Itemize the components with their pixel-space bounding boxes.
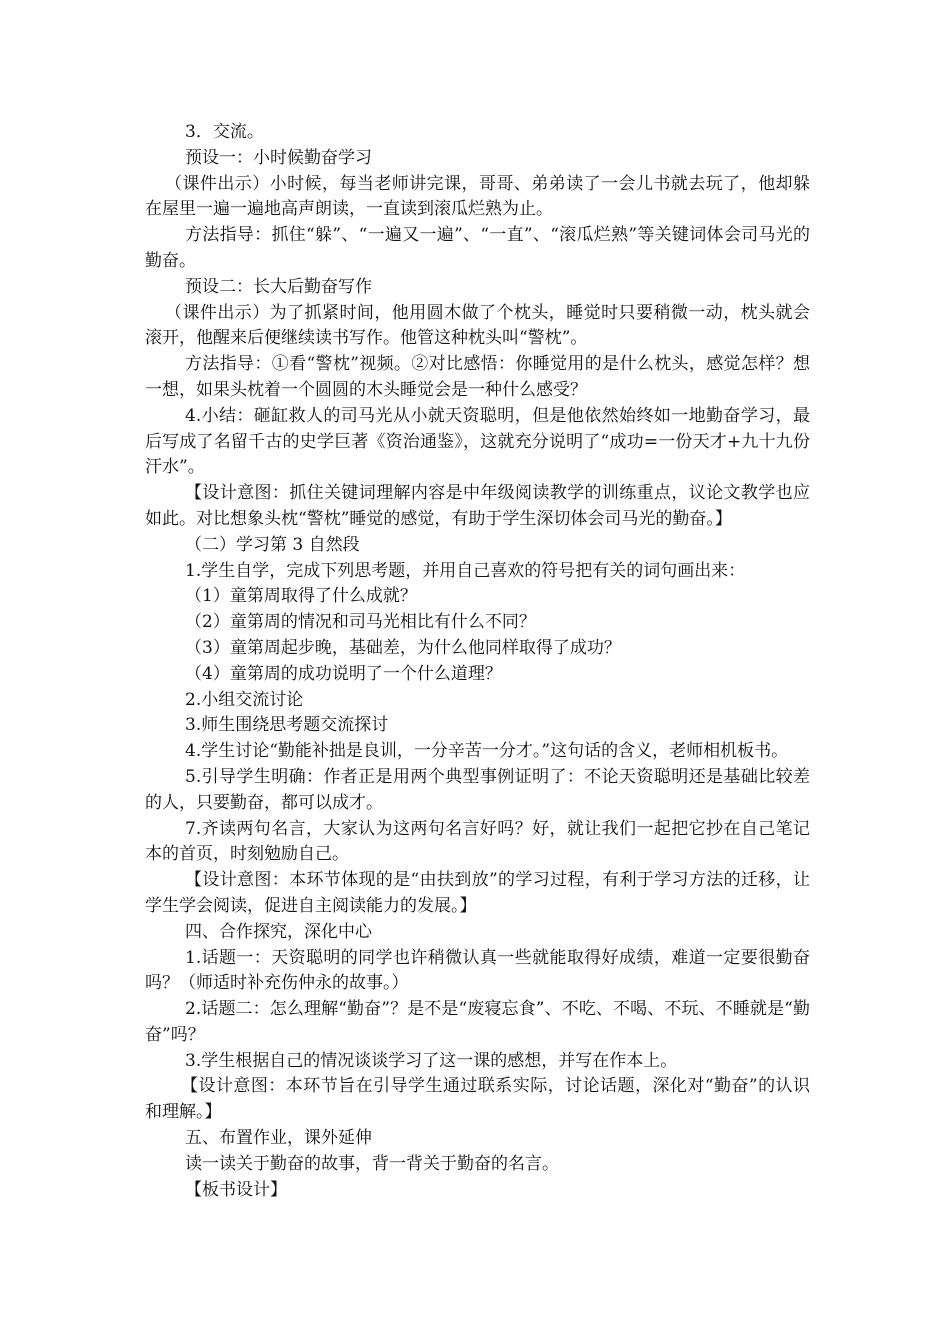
- paragraph-reflection: 3.学生根据自己的情况谈谈学习了这一课的感想，并写在作本上。: [185, 1050, 678, 1071]
- paragraph-teacher-student: 3.师生围绕思考题交流探讨: [185, 715, 389, 736]
- paragraph-courseware-two: （课件出示）为了抓紧时间，他用圆木做了个枕头，睡觉时只要稍微一动，枕头就会滚开，他醒来后便继续读书写作。他管这种枕头叫“警枕”。: [145, 302, 810, 349]
- paragraph-group-discussion: 2.小组交流讨论: [185, 689, 304, 710]
- paragraph-design-intent-two: 【设计意图：本环节体现的是“由扶到放”的学习过程，有利于学习方法的迁移，让学生学会阅读，促进自主阅读能力的发展。】: [145, 870, 810, 916]
- paragraph-section-two-heading: （二）学习第 3 自然段: [185, 534, 360, 555]
- paragraph-question-4: （4）童第周的成功说明了一个什么道理？: [185, 663, 502, 684]
- paragraph-summary: 4.小结：砸缸救人的司马光从小就天资聪明，但是他依然始终如一地勤奋学习，最后写成了名留千古的史学巨著《资治通鉴》，这就充分说明了“成功=一份天才+九十九份汗水”。: [145, 405, 810, 478]
- paragraph-read-quotes: 7.齐读两句名言，大家认为这两句名言好吗？好，就让我们一起把它抄在自己笔记本的首页，时刻勉励自己。: [145, 818, 810, 865]
- paragraph-homework: 读一读关于勤奋的故事，背一背关于勤奋的名言。: [185, 1153, 559, 1174]
- paragraph-question-2: （2）童第周的情况和司马光相比有什么不同？: [185, 612, 536, 633]
- paragraph-preset-two: 预设二：长大后勤奋写作: [185, 276, 372, 297]
- paragraph-exchange: 3．交流。: [185, 122, 264, 142]
- paragraph-student-discussion: 4.学生讨论“勤能补拙是良训，一分辛苦一分才。”这句话的含义，老师相机板书。: [185, 741, 789, 762]
- paragraph-section-four-heading: 四、合作探究，深化中心: [185, 921, 372, 942]
- paragraph-section-five-heading: 五、布置作业，课外延伸: [185, 1128, 372, 1149]
- paragraph-guide-students: 5.引导学生明确：作者正是用两个典型事例证明了：不论天资聪明还是基础比较差的人，只要勤奋，都可以成才。: [145, 766, 810, 813]
- paragraph-method-one: 方法指导：抓住“躲”、“一遍又一遍”、“一直”、“滚瓜烂熟”等关键词体会司马光的勤奋。: [145, 225, 810, 271]
- paragraph-question-3: （3）童第周起步晚，基础差，为什么他同样取得了成功？: [185, 637, 621, 658]
- paragraph-topic-two: 2.话题二：怎么理解“勤奋”？是不是“废寝忘食”、不吃、不喝、不玩、不睡就是“勤奋”吗？: [145, 999, 810, 1045]
- paragraph-question-1: （1）童第周取得了什么成就？: [185, 586, 417, 607]
- paragraph-board-design: 【板书设计】: [185, 1179, 287, 1200]
- paragraph-preset-one: 预设一：小时候勤奋学习: [185, 147, 372, 168]
- paragraph-topic-one: 1.话题一：天资聪明的同学也许稍微认真一些就能取得好成绩，难道一定要很勤奋吗？（师适时补充伤仲永的故事。）: [145, 947, 810, 994]
- paragraph-design-intent-one: 【设计意图：抓住关键词理解内容是中年级阅读教学的训练重点，议论文教学也应如此。对比想象头枕“警枕”睡觉的感觉，有助于学生深切体会司马光的勤奋。】: [145, 483, 810, 529]
- paragraph-courseware-one: （课件出示）小时候，每当老师讲完课，哥哥、弟弟读了一会儿书就去玩了，他却躲在屋里一遍一遍地高声朗读，一直读到滚瓜烂熟为止。: [145, 173, 810, 220]
- document-body: [145, 120, 810, 1203]
- paragraph-self-study: 1.学生自学，完成下列思考题，并用自己喜欢的符号把有关的词句画出来：: [185, 560, 746, 581]
- paragraph-design-intent-three: 【设计意图：本环节旨在引导学生通过联系实际，讨论话题，深化对“勤奋”的认识和理解。】: [145, 1076, 810, 1123]
- paragraph-method-two: 方法指导：①看“警枕”视频。②对比感悟：你睡觉用的是什么枕头，感觉怎样？想一想，如果头枕着一个圆圆的木头睡觉会是一种什么感受？: [145, 354, 810, 400]
